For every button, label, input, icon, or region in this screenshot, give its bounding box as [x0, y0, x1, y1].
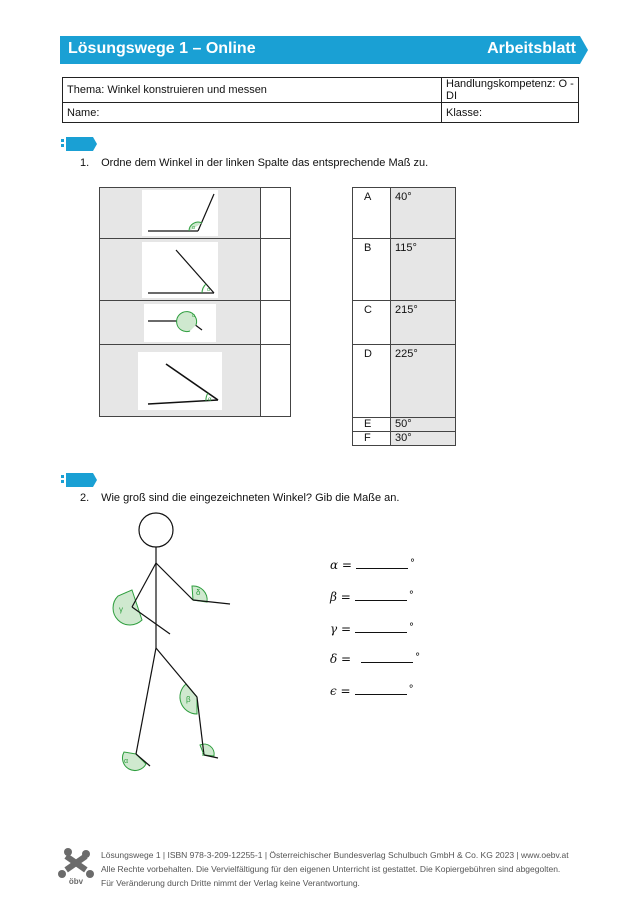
logo-text: öbv: [68, 877, 84, 886]
kompetenz-cell: Handlungskompetenz: O - DI: [442, 78, 579, 103]
degree-unit: °: [415, 652, 421, 663]
answer-cell-2[interactable]: [261, 239, 291, 301]
angle-figures-table: [99, 187, 291, 417]
gamma-label: γ: [119, 605, 123, 614]
answer-blank[interactable]: [356, 558, 408, 569]
angle-figure-4: [100, 345, 261, 417]
angle-figure-2: [100, 239, 261, 301]
task1-prompt: [80, 157, 428, 169]
equation-epsilon: [330, 684, 414, 698]
footer-line-2: Alle Rechte vorbehalten. Die Vervielfältigung für den eigenen Unterricht ist gestattet. Die Kopiergebühren sind abgegolten.: [101, 864, 561, 874]
measure-letter: A: [353, 188, 391, 239]
answer-blank[interactable]: [355, 590, 407, 601]
angle-drawing-2: [142, 242, 218, 298]
equation-gamma: [330, 622, 414, 636]
task1-number: 1.: [80, 157, 90, 169]
answer-cell-1[interactable]: [261, 188, 291, 239]
angle-label-4: α: [208, 396, 212, 403]
footer: [101, 848, 591, 890]
equation-beta: [330, 590, 414, 604]
alpha-label: α: [124, 758, 129, 765]
task2-number: 2.: [80, 492, 90, 504]
task1-text: Ordne dem Winkel in der linken Spalte das entsprechende Maß zu.: [101, 157, 429, 169]
equation-symbol: γ =: [330, 622, 352, 636]
header-banner: [60, 36, 588, 64]
angle-row: [100, 188, 291, 239]
angle-drawing-4: [138, 352, 222, 410]
measure-value: 215°: [391, 301, 456, 345]
info-table: [62, 77, 579, 123]
equation-delta: [330, 652, 420, 666]
measure-letter: D: [353, 345, 391, 418]
answer-blank[interactable]: [355, 684, 407, 695]
stick-figure: [100, 508, 250, 778]
measure-row: [353, 239, 456, 301]
angle-drawing-3: [144, 304, 216, 342]
measures-table: [352, 187, 456, 446]
measure-row: [353, 345, 456, 418]
measure-letter: F: [353, 432, 391, 446]
answer-blank[interactable]: [361, 652, 413, 663]
measure-letter: B: [353, 239, 391, 301]
gamma-wedge: [113, 590, 142, 625]
angle-row: [100, 301, 291, 345]
task1-marker: [61, 137, 97, 151]
measure-row: [353, 188, 456, 239]
answer-blank[interactable]: [355, 622, 407, 633]
angle-row: [100, 239, 291, 301]
task2-prompt: [80, 492, 399, 504]
measure-letter: E: [353, 418, 391, 432]
degree-unit: °: [409, 622, 415, 633]
thema-cell: Thema: Winkel konstruieren und messen: [63, 78, 442, 103]
measure-value: 50°: [391, 418, 456, 432]
angle-drawing-1: [142, 190, 218, 236]
footer-line-3: Für Veränderung durch Dritte nimmt der Verlag keine Verantwortung.: [101, 878, 360, 888]
answer-cell-3[interactable]: [261, 301, 291, 345]
angle-row: [100, 345, 291, 417]
oebv-logo: [56, 846, 96, 886]
measure-letter: C: [353, 301, 391, 345]
name-field[interactable]: Name:: [63, 103, 442, 123]
equation-alpha: [330, 558, 415, 572]
epsilon-label: ε: [202, 752, 205, 758]
task2-marker: [61, 473, 97, 487]
measure-value: 30°: [391, 432, 456, 446]
degree-unit: °: [408, 684, 414, 695]
measure-value: 40°: [391, 188, 456, 239]
angle-label-1: α: [192, 225, 195, 231]
klasse-field[interactable]: Klasse:: [442, 103, 579, 123]
equation-symbol: δ =: [330, 652, 352, 666]
answer-cell-4[interactable]: [261, 345, 291, 417]
angle-figure-3: [100, 301, 261, 345]
angle-figure-1: [100, 188, 261, 239]
degree-unit: °: [408, 590, 414, 601]
beta-label: β: [186, 695, 191, 704]
equation-symbol: α =: [330, 558, 352, 572]
doc-type-label: Arbeitsblatt: [487, 40, 576, 57]
delta-label: δ: [196, 588, 201, 597]
angle-label-2: α: [207, 286, 210, 293]
worksheet-title: Lösungswege 1 – Online: [68, 40, 256, 57]
equation-symbol: ϵ =: [330, 684, 351, 698]
measure-row: [353, 432, 456, 446]
equation-symbol: β =: [330, 590, 351, 604]
measure-row: [353, 418, 456, 432]
measure-value: 225°: [391, 345, 456, 418]
degree-unit: °: [409, 558, 415, 569]
measure-value: 115°: [391, 239, 456, 301]
measure-row: [353, 301, 456, 345]
angle-label-3: α: [192, 312, 195, 319]
task2-text: Wie groß sind die eingezeichneten Winkel? Gib die Maße an.: [101, 492, 400, 504]
footer-line-1: Lösungswege 1 | ISBN 978-3-209-12255-1 | Österreichischer Bundesverlag Schulbuch GmbH & Co. KG 2023 | www.oebv.at: [101, 850, 569, 860]
